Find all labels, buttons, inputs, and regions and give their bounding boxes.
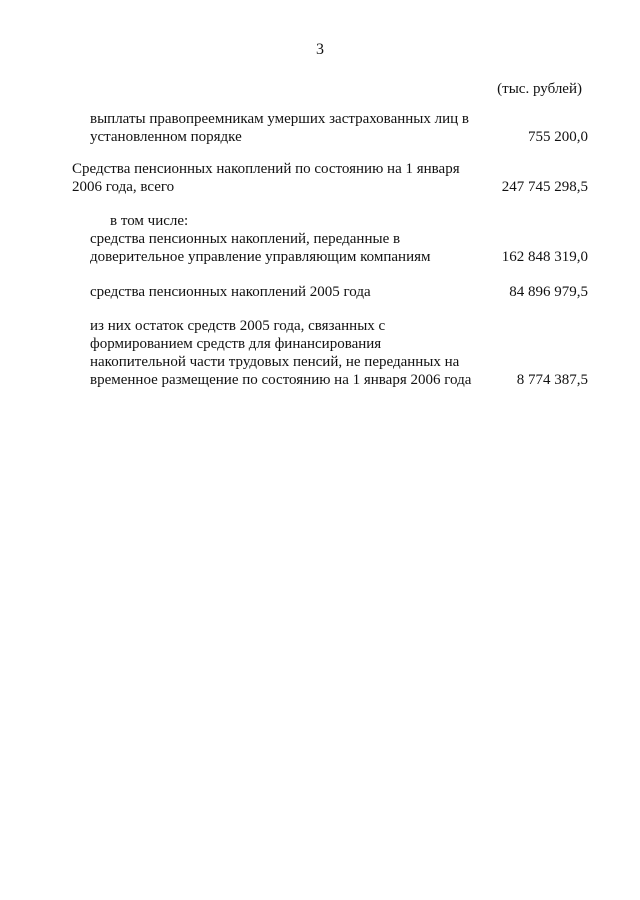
row-subheading: в том числе:	[110, 213, 189, 229]
row-value: 247 745 298,5	[501, 179, 588, 195]
row-line: доверительное управление управляющим компаниям	[90, 249, 431, 265]
row-line: формированием средств для финансирования	[90, 336, 382, 352]
row-line: Средства пенсионных накоплений по состоянию на 1 января	[72, 161, 460, 177]
page-number: 3	[316, 41, 324, 58]
row-description	[90, 230, 431, 266]
row-line: временное размещение по состоянию на 1 января 2006 года	[90, 372, 472, 388]
row-description	[72, 160, 460, 196]
row-description	[90, 110, 469, 146]
row-line: установленном порядке	[90, 129, 242, 145]
row-value: 755 200,0	[528, 129, 588, 145]
row-line: 2006 года, всего	[72, 179, 175, 195]
row-description	[90, 283, 371, 301]
row-value: 162 848 319,0	[501, 249, 588, 265]
row-line: выплаты правопреемникам умерших застрахованных лиц в	[90, 111, 469, 127]
row-line: средства пенсионных накоплений, переданные в	[90, 231, 401, 247]
row-line: средства пенсионных накоплений 2005 года	[90, 284, 371, 300]
row-description	[90, 317, 471, 389]
row-value: 84 896 979,5	[509, 284, 588, 300]
row-line: накопительной части трудовых пенсий, не переданных на	[90, 354, 460, 370]
unit-label: (тыс. рублей)	[497, 81, 582, 97]
row-line: из них остаток средств 2005 года, связанных с	[90, 318, 386, 334]
row-value: 8 774 387,5	[516, 372, 588, 388]
